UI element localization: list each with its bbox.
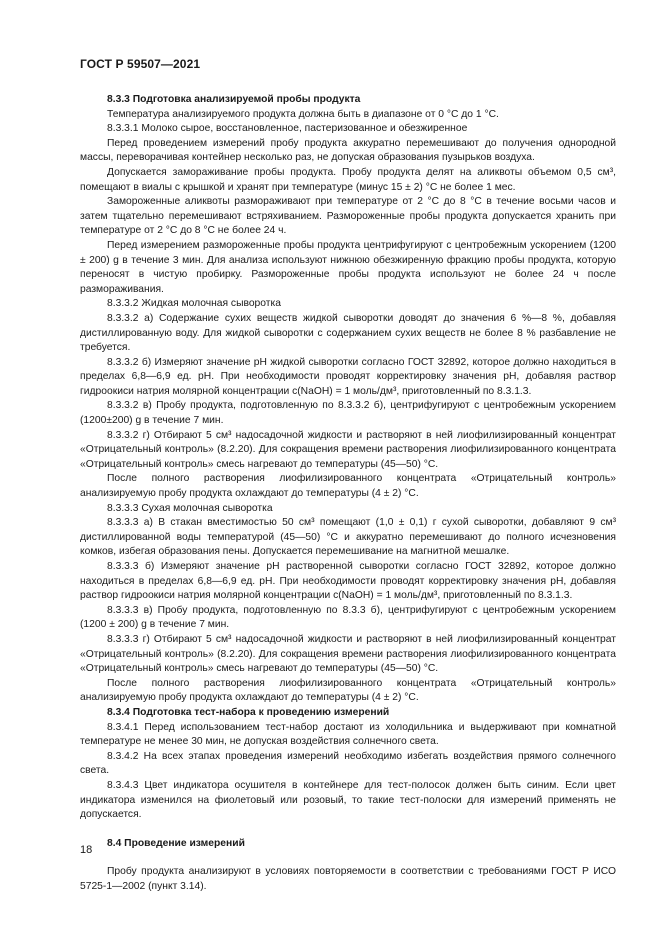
paragraph: Допускается замораживание пробы продукта. Пробу продукта делят на аликвоты объемом 0,5 см³, помещают в виалы с крышкой и хранят при температуре (минус 15 ± 2) °С не более 1 мес.	[80, 166, 616, 193]
document-body	[80, 93, 616, 894]
paragraph: После полного растворения лиофилизированного концентрата «Отрицательный контроль» анализируемую пробу продукта охлаждают до температуры (4 ± 2) °С.	[80, 473, 616, 500]
paragraph: 8.3.3.3 Сухая молочная сыворотка	[107, 502, 273, 514]
paragraph: 8.3.3.3 в) Пробу продукта, подготовленную по 8.3.3 б), центрифугируют с центробежным ускорением (1200 ± 200) g в течение 7 мин.	[80, 604, 616, 631]
paragraph: После полного растворения лиофилизированного концентрата «Отрицательный контроль» анализируемую пробу продукта охлаждают до температуры (4 ± 2) °С.	[80, 677, 616, 704]
paragraph: 8.3.3.1 Молоко сырое, восстановленное, пастеризованное и обезжиренное	[107, 123, 468, 135]
standard-designation: ГОСТ Р 59507—2021	[80, 57, 201, 71]
paragraph: 8.3.3.2 г) Отбирают 5 см³ надосадочной жидкости и растворяют в ней лиофилизированный концентрат «Отрицательный контроль» (8.2.20). Для сокращения времени растворения лиофилизированного концентрата «Отрицательный контроль» смесь нагревают до температуры (45—50) °С.	[80, 429, 616, 470]
paragraph: Замороженные аликвоты размораживают при температуре от 2 °С до 8 °С в течение восьми часов и затем тщательно перемешивают встряхиванием. Размороженные пробы продукта допускается хранить при температуре от 2 °С до 8 °С не более 24 ч.	[80, 196, 616, 237]
paragraph: 8.3.3.2 б) Измеряют значение рН жидкой сыворотки согласно ГОСТ 32892, которое должно находиться в пределах 6,8—6,9 ед. рН. При необходимости проводят корректировку значения рН, добавляя раствор гидроокиси натрия молярной концентрации c(NaOH) = 1 моль/дм³, приготовленный по 8.3.1.3.	[80, 356, 616, 397]
paragraph: 8.3.3.2 в) Пробу продукта, подготовленную по 8.3.3.2 б), центрифугируют с центробежным ускорением (1200±200) g в течение 7 мин.	[80, 400, 616, 427]
paragraph: 8.3.3.3 а) В стакан вместимостью 50 см³ помещают (1,0 ± 0,1) г сухой сыворотки, добавляют 9 см³ дистиллированной воды температурой (45—50) °С и аккуратно перемешивают до полного исчезновения комков, избегая образования пены. Допускается перемешивание на магнитной мешалке.	[80, 517, 616, 558]
paragraph: Пробу продукта анализируют в условиях повторяемости в соответствии с требованиями ГОСТ Р ИСО 5725-1—2002 (пункт 3.14).	[80, 866, 616, 892]
paragraph: 8.3.3.2 а) Содержание сухих веществ жидкой сыворотки доводят до значения 6 %—8 %, добавляя дистиллированную воду. Для жидкой сыворотки с содержанием сухих веществ не более 8 % разбавление не требуется.	[80, 312, 616, 354]
paragraph: Температура анализируемого продукта должна быть в диапазоне от 0 °С до 1 °С.	[107, 108, 499, 120]
section-heading: 8.3.3 Подготовка анализируемой пробы продукта	[107, 94, 361, 105]
paragraph: Перед измерением размороженные пробы продукта центрифугируют с центробежным ускорением (1200 ± 200) g в течение 3 мин. Для анализа используют нижнюю обезжиренную фракцию пробы продукта, которую переносят в чистую пробирку. Размороженные пробы продукта используют не более 24 ч после размораживания.	[80, 239, 616, 295]
paragraph: 8.3.3.3 г) Отбирают 5 см³ надосадочной жидкости и растворяют в ней лиофилизированный концентрат «Отрицательный контроль» (8.2.20). Для сокращения времени растворения лиофилизированного концентрата «Отрицательный контроль» смесь нагревают до температуры (45—50) °С.	[80, 633, 616, 675]
section-heading: 8.4 Проведение измерений	[107, 837, 245, 849]
paragraph: 8.3.4.3 Цвет индикатора осушителя в контейнере для тест-полосок должен быть синим. Если цвет индикатора изменился на фиолетовый или розовый, то такие тест-полоски для измерений применять не допускается.	[80, 779, 616, 821]
paragraph: 8.3.4.1 Перед использованием тест-набор достают из холодильника и выдерживают при комнатной температуре не менее 30 мин, не допуская воздействия солнечного света.	[80, 721, 616, 748]
section-heading: 8.3.4 Подготовка тест-набора к проведению измерений	[107, 706, 390, 718]
page-number: 18	[80, 844, 93, 856]
paragraph: Перед проведением измерений пробу продукта аккуратно перемешивают до получения однородной массы, переворачивая контейнер несколько раз, не допуская образования пузырьков воздуха.	[80, 137, 616, 164]
paragraph: 8.3.4.2 На всех этапах проведения измерений необходимо избегать воздействия прямого солнечного света.	[80, 750, 616, 777]
paragraph: 8.3.3.3 б) Измеряют значение рН растворенной сыворотки согласно ГОСТ 32892, которое должно находиться в пределах 6,8—6,9 ед. рН. При необходимости проводят корректировку значения рН, добавляя раствор гидроокиси натрия молярной концентрации c(NaOH) = 1 моль/дм³, приготовленный по 8.3.1.3.	[80, 561, 616, 602]
paragraph: 8.3.3.2 Жидкая молочная сыворотка	[107, 298, 281, 310]
